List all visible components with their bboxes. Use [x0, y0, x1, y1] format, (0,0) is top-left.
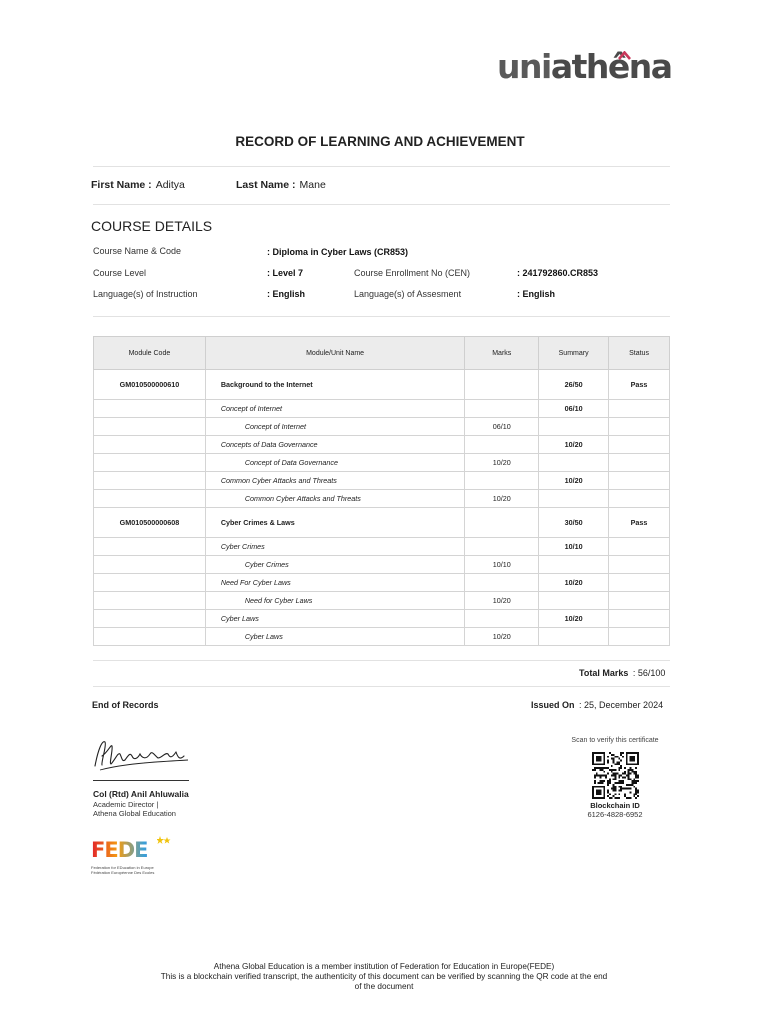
table-row [94, 556, 670, 574]
cell-marks: 10/20 [465, 628, 539, 646]
signatory-org: Athena Global Education [93, 809, 176, 818]
blockchain-id-label: Blockchain ID [590, 801, 640, 810]
footer-line-2: This is a blockchain verified transcript, the authenticity of this document can be verified by scanning the QR code at the end [160, 972, 608, 981]
cell-module-name: Concept of Internet [205, 418, 464, 436]
issued-on-label: Issued On [531, 700, 575, 710]
course-level-label: Course Level [93, 268, 147, 278]
cell-marks [465, 610, 539, 628]
divider [93, 316, 670, 317]
footer-line-1: Athena Global Education is a member institution of Federation for Education in Europe(FEDE) [213, 962, 555, 971]
table-row [94, 370, 670, 400]
cell-marks [465, 436, 539, 454]
cell-marks: 10/20 [465, 490, 539, 508]
cell-status: Pass [609, 508, 670, 538]
fede-line-1: Federation for EDucation in Europe [91, 865, 154, 870]
cell-status [609, 490, 670, 508]
cell-status: Pass [609, 370, 670, 400]
table-row [94, 610, 670, 628]
cell-module-name: Concept of Data Governance [205, 454, 464, 472]
table-row [94, 574, 670, 592]
course-level-value: : Level 7 [267, 268, 304, 278]
cell-summary: 10/20 [539, 574, 609, 592]
cell-marks: 06/10 [465, 418, 539, 436]
cen-value: : 241792860.CR853 [517, 268, 599, 278]
header-summary: Summary [539, 337, 609, 370]
cell-module-name: Background to the Internet [205, 370, 464, 400]
header-module-name: Module/Unit Name [205, 337, 464, 370]
qr-code[interactable] [592, 752, 639, 799]
cell-summary: 30/50 [539, 508, 609, 538]
cell-module-code [94, 454, 206, 472]
total-marks [579, 668, 665, 678]
cell-marks: 10/20 [465, 592, 539, 610]
first-name-label: First Name : [91, 179, 152, 191]
signatory-name: Col (Rtd) Anil Ahluwalia [93, 789, 189, 799]
cell-summary [539, 418, 609, 436]
cell-module-code [94, 418, 206, 436]
cell-module-code [94, 472, 206, 490]
issued-on-value: : 25, December 2024 [579, 700, 664, 710]
cell-summary [539, 556, 609, 574]
last-name-value: Mane [299, 179, 326, 191]
cell-summary [539, 454, 609, 472]
cell-module-name: Common Cyber Attacks and Threats [205, 490, 464, 508]
cell-module-code [94, 538, 206, 556]
first-name [91, 179, 185, 191]
module-table-body [94, 370, 670, 646]
course-name-value: : Diploma in Cyber Laws (CR853) [267, 247, 409, 257]
table-row [94, 628, 670, 646]
table-row [94, 490, 670, 508]
lang-instruction-value: : English [267, 289, 305, 299]
issued-on [531, 700, 663, 710]
cell-module-code [94, 628, 206, 646]
cell-marks [465, 508, 539, 538]
table-row [94, 454, 670, 472]
cell-module-name: Need for Cyber Laws [205, 592, 464, 610]
cell-status [609, 436, 670, 454]
cell-marks [465, 472, 539, 490]
cell-status [609, 610, 670, 628]
fede-logo-text: FEDE [91, 838, 171, 862]
last-name-label: Last Name : [236, 179, 296, 191]
logo-roof-icon [618, 51, 631, 60]
table-row [94, 508, 670, 538]
fede-logo [91, 838, 171, 880]
signature-image [92, 736, 194, 772]
cell-marks: 10/10 [465, 556, 539, 574]
cell-status [609, 472, 670, 490]
cell-status [609, 454, 670, 472]
lang-assessment-value: : English [517, 289, 555, 299]
header-module-code: Module Code [94, 337, 206, 370]
table-row [94, 538, 670, 556]
document-title: RECORD OF LEARNING AND ACHIEVEMENT [235, 134, 525, 149]
module-table [93, 336, 670, 646]
cell-module-name: Cyber Laws [205, 628, 464, 646]
cell-status [609, 556, 670, 574]
signature-line [93, 780, 189, 781]
cell-module-code [94, 556, 206, 574]
table-row [94, 400, 670, 418]
signatory-role: Academic Director | [93, 800, 159, 809]
cen-label: Course Enrollment No (CEN) [354, 268, 471, 278]
cell-marks [465, 538, 539, 556]
total-marks-value: : 56/100 [632, 668, 666, 678]
total-marks-label: Total Marks [579, 668, 629, 678]
table-header-row [94, 337, 670, 370]
cell-module-code [94, 436, 206, 454]
cell-status [609, 400, 670, 418]
cell-module-code: GM010500000608 [94, 508, 206, 538]
header-status: Status [609, 337, 670, 370]
cell-module-name: Concepts of Data Governance [205, 436, 464, 454]
cell-status [609, 592, 670, 610]
table-row [94, 592, 670, 610]
fede-stars-icon [157, 836, 171, 846]
cell-marks [465, 370, 539, 400]
scan-to-verify-text: Scan to verify this certificate [571, 737, 659, 744]
cell-summary [539, 592, 609, 610]
cell-status [609, 628, 670, 646]
footer-line-3: of the document [354, 982, 414, 991]
blockchain-id-value: 6126-4828-6952 [587, 810, 643, 819]
cell-module-name: Cyber Crimes [205, 556, 464, 574]
cell-module-code [94, 574, 206, 592]
cell-module-name: Need For Cyber Laws [205, 574, 464, 592]
divider [93, 660, 670, 661]
cell-module-code [94, 592, 206, 610]
lang-instruction-label: Language(s) of Instruction [93, 289, 198, 299]
cell-status [609, 574, 670, 592]
table-row [94, 418, 670, 436]
cell-status [609, 538, 670, 556]
cell-marks [465, 574, 539, 592]
course-details-heading: COURSE DETAILS [91, 218, 213, 234]
cell-summary: 10/20 [539, 436, 609, 454]
divider [93, 166, 670, 167]
end-of-records: End of Records [92, 700, 159, 710]
lang-assessment-label: Language(s) of Assesment [354, 289, 462, 299]
cell-summary: 06/10 [539, 400, 609, 418]
uniathena-logo [497, 44, 672, 90]
logo-athena-text: athêna [550, 47, 672, 86]
cell-summary [539, 628, 609, 646]
cell-module-name: Cyber Crimes [205, 538, 464, 556]
course-name-label: Course Name & Code [93, 246, 182, 256]
divider [93, 204, 670, 205]
cell-summary [539, 490, 609, 508]
cell-summary: 10/10 [539, 538, 609, 556]
cell-module-name: Cyber Laws [205, 610, 464, 628]
last-name [236, 179, 326, 191]
cell-summary: 10/20 [539, 472, 609, 490]
logo-uni-text: uni [497, 47, 551, 86]
cell-module-code [94, 610, 206, 628]
divider [93, 686, 670, 687]
first-name-value: Aditya [155, 179, 185, 191]
cell-module-name: Cyber Crimes & Laws [205, 508, 464, 538]
cell-module-code: GM010500000610 [94, 370, 206, 400]
cell-module-name: Concept of Internet [205, 400, 464, 418]
cell-marks [465, 400, 539, 418]
cell-status [609, 418, 670, 436]
cell-marks: 10/20 [465, 454, 539, 472]
table-row [94, 472, 670, 490]
fede-line-2: Fédération Européenne Des Ecoles [91, 870, 155, 875]
cell-module-code [94, 400, 206, 418]
header-marks: Marks [465, 337, 539, 370]
cell-module-code [94, 490, 206, 508]
cell-summary: 26/50 [539, 370, 609, 400]
table-row [94, 436, 670, 454]
cell-module-name: Common Cyber Attacks and Threats [205, 472, 464, 490]
cell-summary: 10/20 [539, 610, 609, 628]
